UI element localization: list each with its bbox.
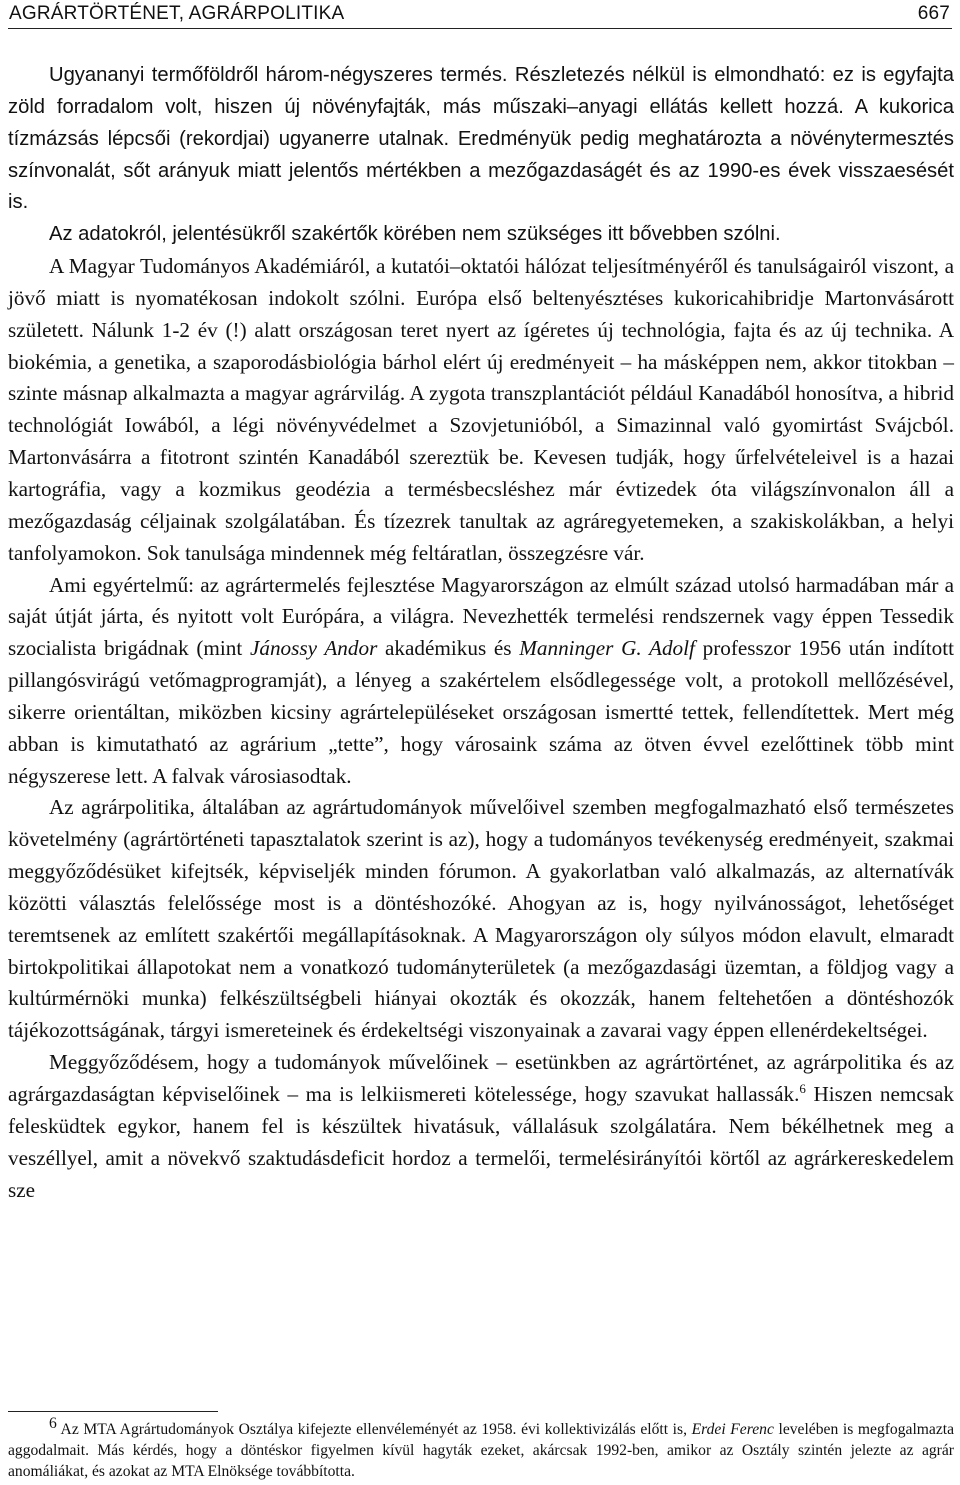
footnote-number: 6 (49, 1414, 57, 1432)
running-header (8, 0, 952, 29)
paragraph-1: Ugyananyi termőföldről három-négyszeres termés. Részletezés nélkül is elmondható: ez is egyfajta zöld forradalom volt, hiszen új növényfajták, más műszaki–anyagi ellátás kellett hozzá. A kukorica tízmázsás lépcsői (rekordjai) ugyanerre utalnak. Eredményük pedig meghatározta a növénytermesztés színvonalát, sőt arányuk miatt jelentős mértékben a mezőgazdaságét és az 1990-es évek visszaesését is. (8, 64, 954, 214)
person-name: Manninger G. Adolf (519, 636, 695, 661)
body-text (8, 60, 954, 1206)
paragraph-6: Meggyőződésem, hogy a tudományok művelőinek – esetünkben az agrártörténet, az agrárpolitika és az agrárgazdaságtan képviselőinek – ma is lelkiismereti kötelessége, hogy szavukat hallassák.$^6$ Hiszen nemcsak felesküdtek egykor, hanem fel is készültek hivatásuk, vállalásuk szolgálatára. Nem békélhetnek meg a veszéllyel, amit a növekvő szaktudásdeficit hordoz a termelői, termelésirányítói körtől az agrárkereskedelem sze (8, 1050, 954, 1202)
footnote-reference: 6 (799, 1080, 806, 1096)
footnote-separator (8, 1411, 218, 1412)
paragraph-2: Az adatokról, jelentésükről szakértők körében nem szükséges itt bővebben szólni. (49, 223, 781, 246)
running-title: AGRÁRTÖRTÉNET, AGRÁRPOLITIKA (9, 3, 345, 24)
paragraph-3: A Magyar Tudományos Akadémiáról, a kutatói–oktatói hálózat teljesítményéről és tanulságairól viszont, a jövő miatt is nyomatékosan indokolt szólni. Európa első beltenyésztéses kukoricahibridje Martonvásárott született. Nálunk 1-2 év (!) alatt országosan teret nyert az ígéretes új technológia, fajta és az új technika. A biokémia, a genetika, a szaporodásbiológia bárhol elért új eredményeit – ha másképpen nem, akkor titokban – szinte másnap alkalmazta a magyar agrárvilág. A zygota transzplantációt például Kanadából honosítva, a hibrid technológiát Iowából, a légi növényvédelmet a Szovjetunióból, a Simazinnal való gyomirtást Svájcból. Martonvásárra a fitotront szintén Kanadából szereztük be. Kevesen tudják, hogy űrfelvételeivel is a hazai kartográfia, vagy a kozmikus geodézia a termésbecsléshez már évtizedek óta világszínvonalon áll a mezőgazdaság céljainak szolgálatában. És tízezrek tanultak az agráregyetemeken, a szakiskolákban, a helyi tanfolyamokon. Sok tanulsága mindennek még feltáratlan, összegzésre vár. (8, 254, 954, 565)
footnote: $^6$ Az MTA Agrártudományok Osztálya kifejezte ellenvéleményét az 1958. évi kollektivizálás előtt is, Erdei Ferenc levelében is megfogalmazta aggodalmait. Más kérdés, hogy a döntéskor figyelmen kívül hagyták ezeket, akárcsak 1992-ben, amikor az Osztály szintén jelezte az agrár anomáliákat, és azokat az MTA Elnöksége továbbította. (8, 1414, 955, 1480)
paragraph-4: Ami egyértelmű: az agrártermelés fejlesztése Magyarországon az elmúlt század utolsó harmadában már a saját útját járta, és nyitott volt Európára, a világra. Nevezhették termelési rendszernek vagy éppen Tessedik szocialista brigádnak (mint Jánossy Andor akadémikus és Manninger G. Adolf professzor 1956 után indított pillangósvirágú vetőmagprogramját), a lényeg a szakértelem elsődlegessége volt, a protokoll mellőzésével, sikerre orientáltan, miközben kicsiny agrártelepüléseket országosan ismertté tettek, fellendítettek. Mert még abban is kimutatható az agrárium „tette”, hogy városaink száma az ötven évvel ezelőttinek több mint négyszerese lett. A falvak városiasodtak. (8, 572, 954, 788)
page-number: 667 (917, 3, 950, 24)
person-name: Erdei Ferenc (691, 1421, 774, 1438)
paragraph-5: Az agrárpolitika, általában az agrártudományok művelőivel szemben megfogalmazható első természetes követelmény (agrártörténeti tapasztalatok szerint is az), hogy a tudományos tevékenység eredményeit, szakmai meggyőződésüket kifejtsék, képviseljék minden fórumon. A gyakorlatban való alkalmazás, az alternatívák közötti választás felelőssége most is a döntéshozóké. Ahogyan az is, hogy nyilvánosságot, lehetőséget teremtsenek az említett szakértői megállapításoknak. A Magyarországon oly súlyos módon elavult, elmaradt birtokpolitikai állapotokat nem a vonatkozó tudományterületek (a mezőgazdasági üzemtan, a földjog vagy a kultúrmérnöki munka) felkészültségbeli hiányai okozták és okozzák, hanem feltehetően a döntéshozók tájékozottságának, tárgyi ismereteinek és érdekeltségi viszonyainak a zavarai vagy éppen ellenérdekeltségei. (8, 795, 954, 1043)
document-page (8, 0, 954, 1485)
person-name: Jánossy Andor (249, 636, 378, 661)
